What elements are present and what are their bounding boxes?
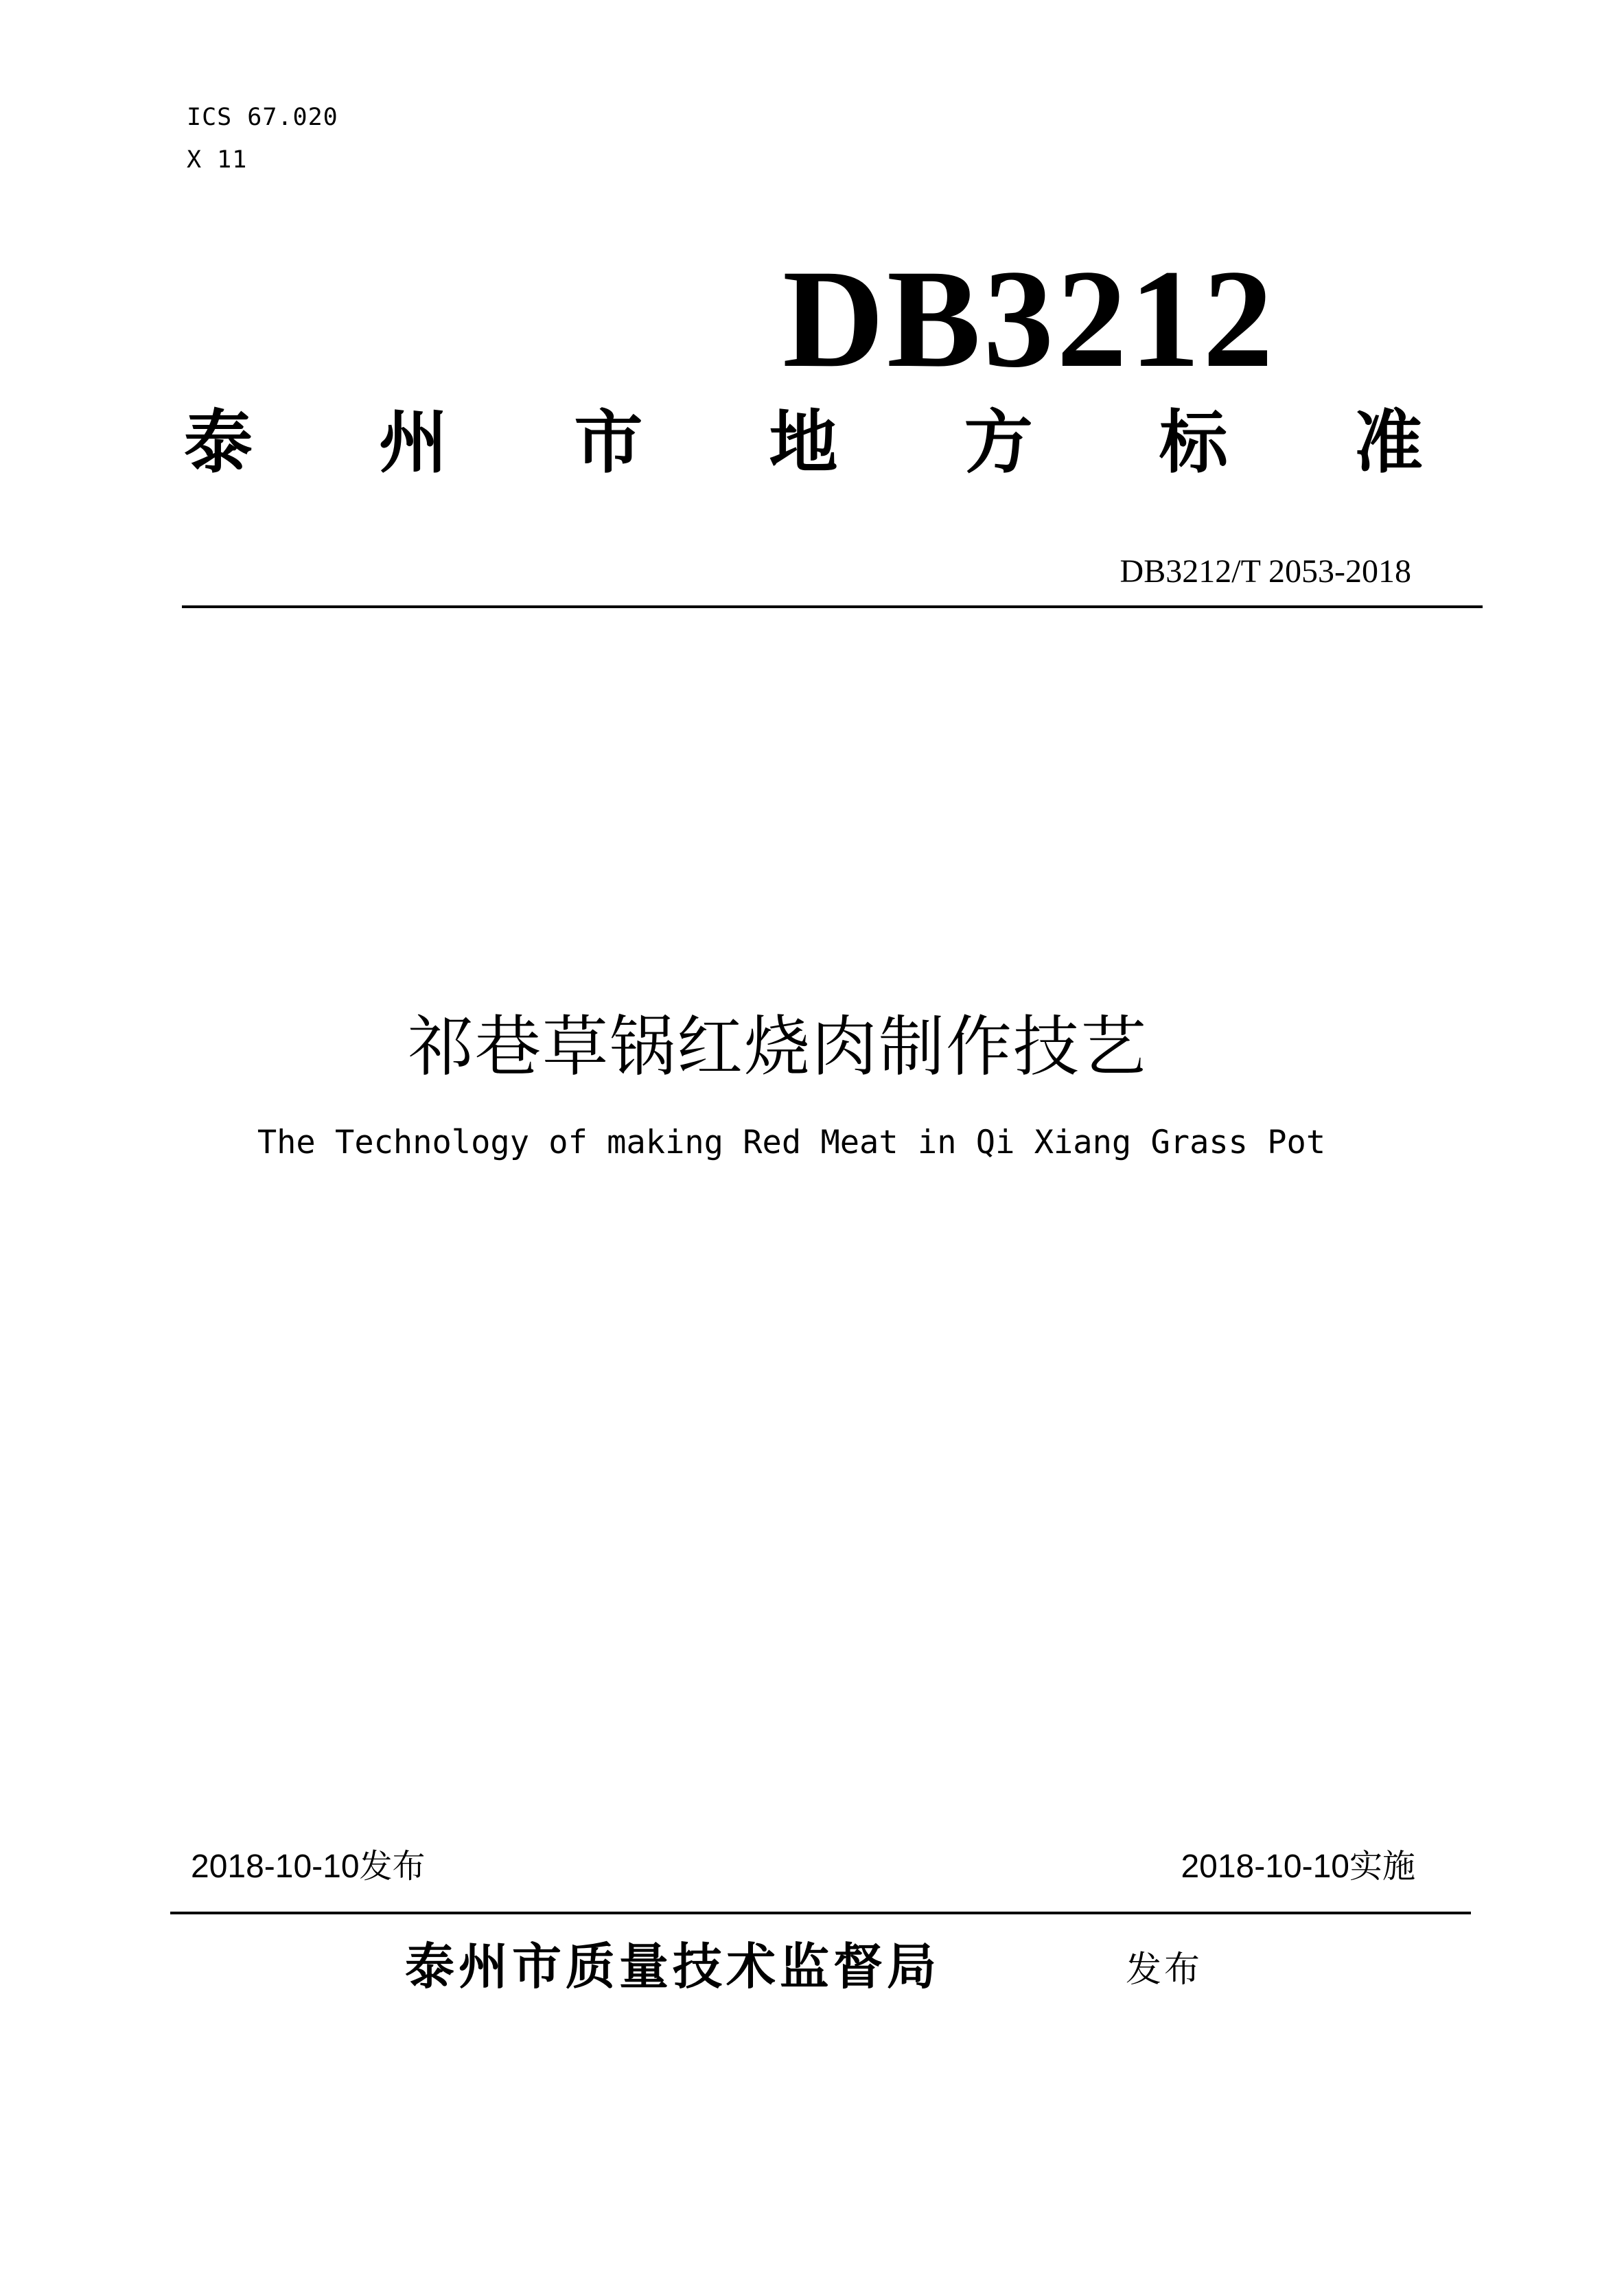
standard-code: DB3212 xyxy=(782,241,1276,397)
standard-type-char: 方 xyxy=(964,402,1033,483)
ics-code: ICS 67.020 xyxy=(187,104,338,131)
document-title-english: The Technology of making Red Meat in Qi Xiang Grass Pot xyxy=(257,1124,1326,1161)
bottom-divider xyxy=(170,1912,1471,1914)
standard-type-char: 地 xyxy=(769,402,838,483)
document-title-chinese: 祁巷草锅红烧肉制作技艺 xyxy=(408,1008,1148,1085)
standard-number: DB3212/T 2053-2018 xyxy=(1120,553,1411,590)
standard-type-char: 泰 xyxy=(184,402,253,483)
standard-type-char: 市 xyxy=(574,402,643,483)
classification-code: X 11 xyxy=(187,146,248,174)
standard-type-char: 准 xyxy=(1354,402,1423,483)
standard-type-char: 州 xyxy=(379,402,448,483)
implementation-date: 2018-10-10实施 xyxy=(1181,1848,1415,1885)
issuing-authority: 泰州市质量技术监督局 xyxy=(405,1938,941,1995)
standard-type-title xyxy=(184,402,1423,484)
issuer-action: 发布 xyxy=(1126,1949,1203,1991)
issue-date: 2018-10-10发布 xyxy=(191,1848,426,1885)
top-divider xyxy=(182,605,1483,608)
standard-type-char: 标 xyxy=(1159,402,1228,483)
